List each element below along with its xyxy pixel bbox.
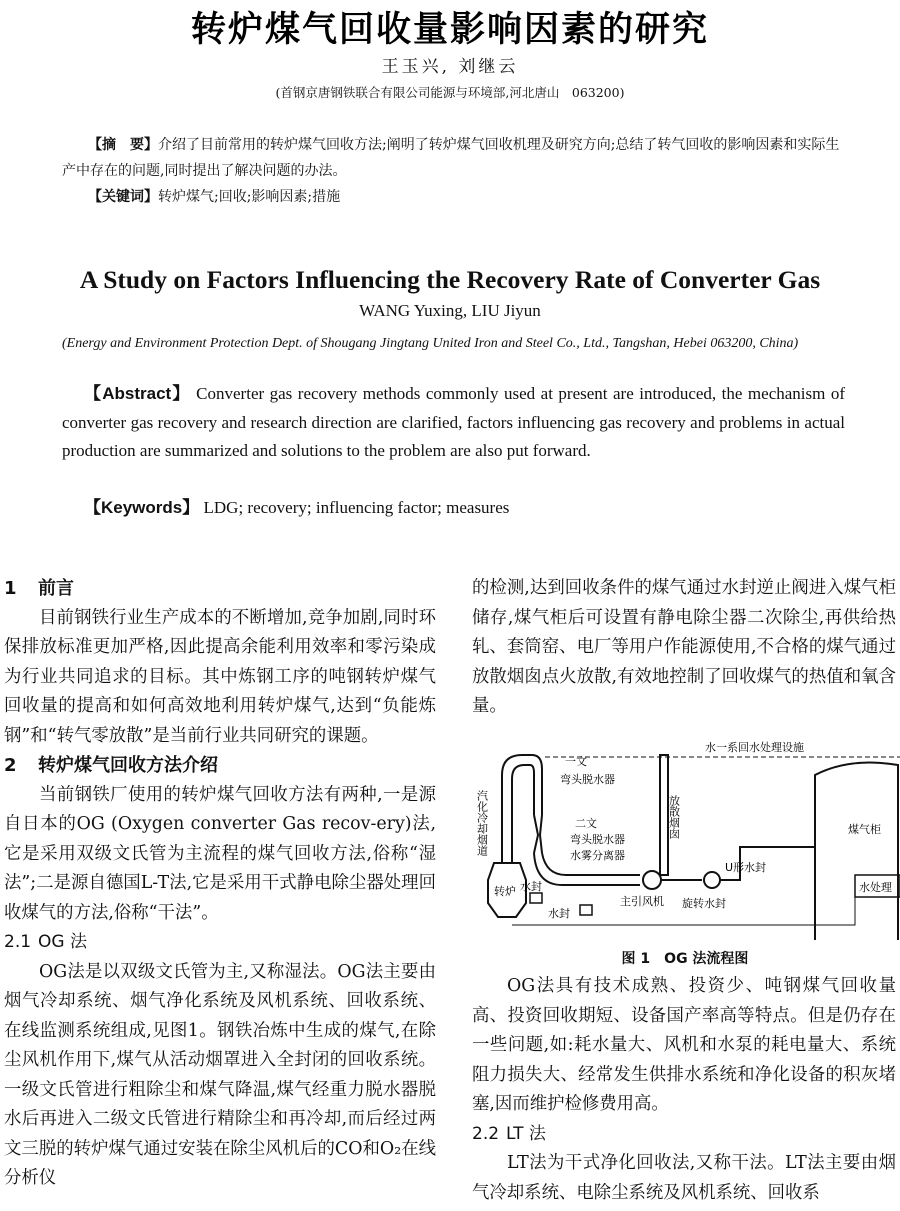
label-venturi-2: 二文	[575, 817, 597, 830]
label-dewater-1: 弯头脱水器	[560, 773, 615, 786]
label-water-return: 水一系回水处理设施	[705, 741, 804, 754]
abstract-cn-text: 介绍了目前常用的转炉煤气回收方法;阐明了转炉煤气回收机理及研究方向;总结了转气回收的影响因素和实际生产中存在的问题,同时提出了解决问题的办法。	[62, 137, 840, 179]
title-cn: 转炉煤气回收量影响因素的研究	[190, 10, 709, 50]
keywords-cn	[62, 184, 852, 210]
section-2-1-paragraph-2: OG法具有技术成熟、投资少、吨钢煤气回收量高、投资回收期短、设备国产率高等特点。但是仍存在一些问题,如:耗水量大、风机和水泵的耗电量大、系统阻力损失大、经常发生供排水系统和净化设备的积灰堵塞,因而维护检修费用高。	[472, 976, 896, 1114]
authors-en: WANG Yuxing, LIU Jiyun	[359, 301, 541, 320]
section-1-paragraph: 目前钢铁行业生产成本的不断增加,竞争加剧,同时环保排放标准更加严格,因此提高余能利用效率和零污染成为行业共同追求的目标。其中炼钢工序的吨钢转炉煤气回收量的提高和如何高效地利用转炉煤气,达到“负能炼钢”和“转气零放散”是当前行业共同研究的课题。	[4, 607, 436, 746]
label-water-seal-2: 水封	[548, 907, 570, 920]
label-converter: 转炉	[494, 885, 516, 898]
keywords-en-label: 【Keywords】	[84, 498, 200, 517]
figure-1-caption: 图 1 OG 法流程图	[621, 951, 749, 967]
label-cooling-flue: 汽化冷却烟道	[475, 790, 489, 856]
label-water-treatment: 水处理	[859, 881, 892, 894]
label-main-fan: 主引风机	[620, 895, 664, 908]
section-1-heading: 1 前言	[4, 578, 74, 599]
label-rotary-seal: 旋转水封	[682, 897, 726, 910]
gas-holder	[815, 763, 898, 940]
water-seal-2	[580, 905, 592, 915]
label-u-seal: U形水封	[725, 861, 767, 874]
abstract-cn	[62, 132, 852, 184]
main-fan	[643, 871, 661, 889]
right-column-top	[472, 574, 896, 722]
label-mist-separator: 水雾分离器	[570, 849, 625, 862]
label-dewater-2: 弯头脱水器	[570, 833, 625, 846]
keywords-en-text: LDG; recovery; influencing factor; measures	[203, 498, 510, 517]
label-venturi-1: 一文	[565, 755, 587, 768]
cooling-flue-inner	[512, 765, 534, 863]
keywords-en	[62, 494, 845, 522]
keywords-cn-text: 转炉煤气;回收;影响因素;措施	[158, 189, 341, 205]
label-gas-holder: 煤气柜	[848, 823, 881, 836]
keywords-cn-label: 【关键词】	[88, 189, 158, 205]
u-water-seal	[704, 872, 720, 888]
section-2-paragraph: 当前钢铁厂使用的转炉煤气回收方法有两种,一是源自日本的OG (Oxygen converter Gas recov-ery)法,它是采用双级文氏管为主流程的煤气回收方法,俗称“湿法”;二是源自德国L-T法,它是采用干式静电除尘器处理回收煤气的方法,俗称“干法”。	[4, 784, 436, 923]
abstract-en-label: 【Abstract】	[84, 384, 191, 403]
abstract-cn-label: 【摘 要】	[88, 137, 158, 153]
label-flare-stack: 放散烟囱	[667, 795, 681, 839]
abstract-en	[62, 380, 845, 466]
venturi-1	[534, 815, 538, 853]
section-2-heading: 2 转炉煤气回收方法介绍	[4, 755, 218, 776]
label-water-seal-1: 水封	[520, 880, 542, 893]
water-seal-1	[530, 893, 542, 903]
abstract-en-text: Converter gas recovery methods commonly used at present are introduced, the mechanism of converter gas recovery and research direction are clarified, factors influencing gas recovery and problems in actual production are summarized and solutions to the problem are also put forward.	[62, 384, 845, 460]
authors-cn: 王玉兴, 刘继云	[381, 57, 519, 77]
affiliation-en: (Energy and Environment Protection Dept. of Shougang Jingtang United Iron and Steel Co., Ltd., Tangshan, Hebei 063200, China)	[62, 336, 799, 351]
section-2-2-heading: 2.2 LT 法	[472, 1123, 546, 1144]
section-2-1-paragraph-cont: 的检测,达到回收条件的煤气通过水封逆止阀进入煤气柜储存,煤气柜后可设置有静电除尘器二次除尘,再供给热轧、套筒窑、电厂等用户作能源使用,不合格的煤气通过放散烟囱点火放散,有效地控制了回收煤气的热值和氧含量。	[472, 578, 896, 716]
right-column-bottom	[472, 972, 896, 1208]
section-2-2-paragraph: LT法为干式净化回收法,又称干法。LT法主要由烟气冷却系统、电除尘系统及风机系统、回收系	[472, 1153, 896, 1203]
affiliation-cn: (首钢京唐钢铁联合有限公司能源与环境部,河北唐山 063200)	[275, 85, 625, 100]
left-column	[4, 574, 436, 1194]
section-2-1-heading: 2.1 OG 法	[4, 932, 87, 952]
section-2-1-paragraph: OG法是以双级文氏管为主,又称湿法。OG法主要由烟气冷却系统、烟气净化系统及风机系统、回收系统、在线监测系统组成,见图1。钢铁冶炼中生成的煤气,在除尘风机作用下,煤气从活动烟罩进入全封闭的回收系统。一级文氏管进行粗除尘和煤气降温,煤气经重力脱水器脱水后再进入二级文氏管进行精除尘和再冷却,而后经过两文三脱的转炉煤气通过安装在除尘风机后的CO和O₂在线分析仪	[4, 961, 436, 1188]
og-flow-diagram	[470, 735, 900, 940]
title-en: A Study on Factors Influencing the Recovery Rate of Converter Gas	[79, 265, 821, 294]
